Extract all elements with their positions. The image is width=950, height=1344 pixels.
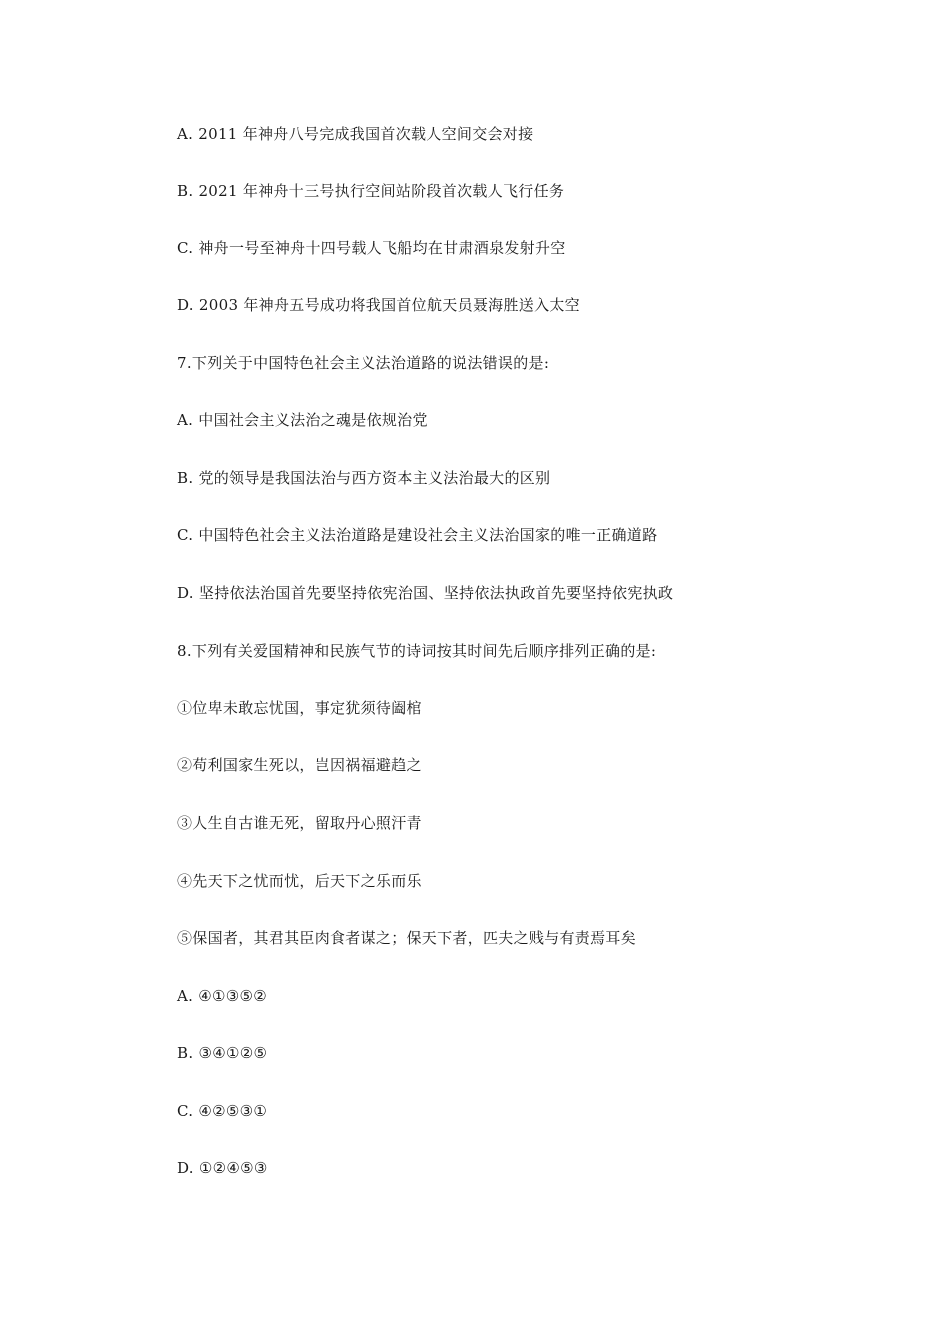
- q7-option-b: B. 党的领导是我国法治与西方资本主义法治最大的区别: [177, 469, 551, 487]
- q8-poem-1: ①位卑未敢忘忧国，事定犹须待阖棺: [177, 699, 422, 717]
- q7-stem: 7.下列关于中国特色社会主义法治道路的说法错误的是:: [177, 354, 550, 372]
- q8-option-c: C. ④②⑤③①: [177, 1102, 268, 1120]
- q6-option-a: A. 2011 年神舟八号完成我国首次载人空间交会对接: [177, 125, 534, 143]
- q8-poem-5: ⑤保国者，其君其臣肉食者谋之；保天下者，匹夫之贱与有责焉耳矣: [177, 929, 637, 947]
- q6-option-d: D. 2003 年神舟五号成功将我国首位航天员聂海胜送入太空: [177, 296, 580, 314]
- q8-option-d: D. ①②④⑤③: [177, 1159, 268, 1177]
- q7-option-c: C. 中国特色社会主义法治道路是建设社会主义法治国家的唯一正确道路: [177, 526, 658, 544]
- q8-poem-3: ③人生自古谁无死，留取丹心照汗青: [177, 814, 422, 832]
- q8-option-a: A. ④①③⑤②: [177, 987, 268, 1005]
- q8-stem: 8.下列有关爱国精神和民族气节的诗词按其时间先后顺序排列正确的是:: [177, 642, 657, 660]
- q6-option-c: C. 神舟一号至神舟十四号载人飞船均在甘肃酒泉发射升空: [177, 239, 566, 257]
- q7-option-a: A. 中国社会主义法治之魂是依规治党: [177, 411, 428, 429]
- q6-option-b: B. 2021 年神舟十三号执行空间站阶段首次载人飞行任务: [177, 182, 565, 200]
- q8-poem-2: ②苟利国家生死以，岂因祸福避趋之: [177, 756, 422, 774]
- q8-option-b: B. ③④①②⑤: [177, 1044, 268, 1062]
- q7-option-d: D. 坚持依法治国首先要坚持依宪治国、坚持依法执政首先要坚持依宪执政: [177, 584, 674, 602]
- q8-poem-4: ④先天下之忧而忧，后天下之乐而乐: [177, 872, 422, 890]
